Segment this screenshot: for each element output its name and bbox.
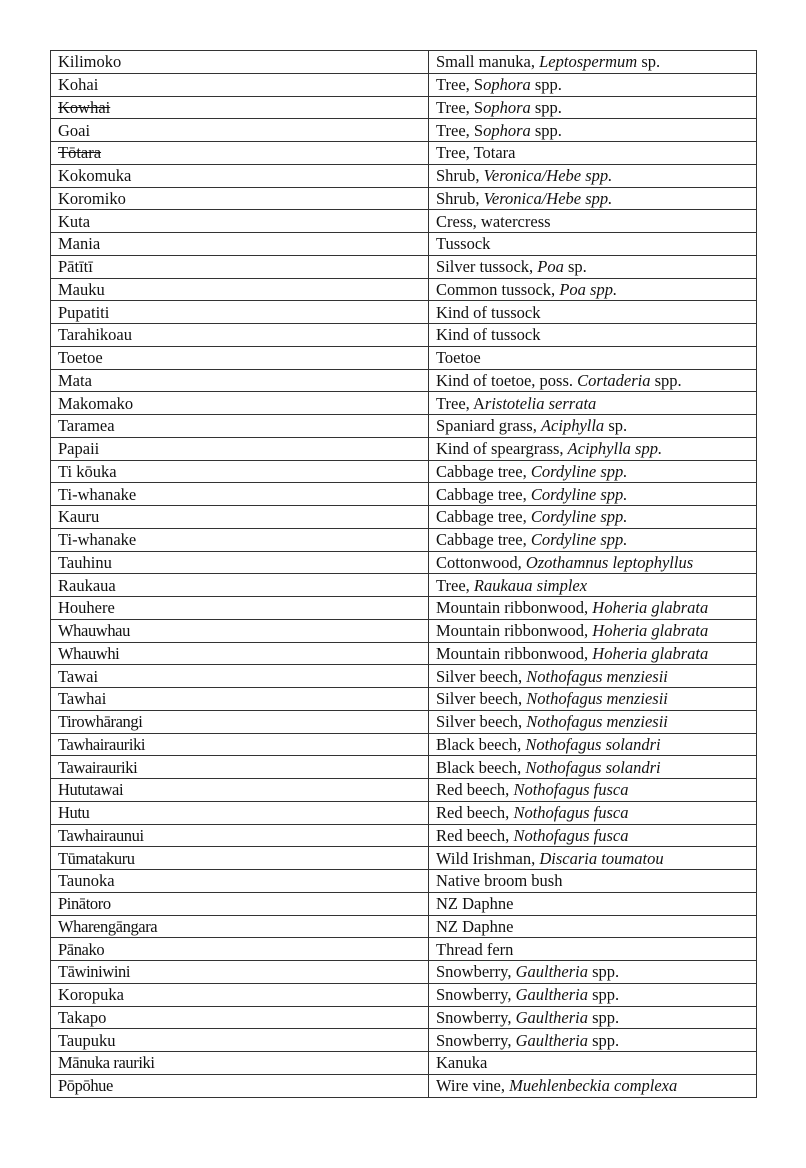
table-row xyxy=(51,710,757,733)
description-text: Silver beech, xyxy=(436,689,527,709)
scientific-name: Gaultheria xyxy=(515,1007,589,1027)
maori-name-cell: Pānako xyxy=(51,938,429,961)
scientific-name: Cordyline spp. xyxy=(530,507,628,527)
description-text: Cottonwood, xyxy=(436,552,526,572)
table-row xyxy=(51,142,757,165)
table-row xyxy=(51,415,757,438)
scientific-name: ophora xyxy=(483,120,531,140)
description-text: Mountain ribbonwood, xyxy=(436,643,593,663)
scientific-name: Nothofagus solandri xyxy=(525,757,661,777)
scientific-name: Cordyline spp. xyxy=(530,484,628,504)
description-cell xyxy=(429,710,757,733)
scientific-name: Gaultheria xyxy=(515,1030,589,1050)
scientific-name: Aciphylla xyxy=(540,416,605,436)
table-row xyxy=(51,665,757,688)
scientific-name: Gaultheria xyxy=(515,962,589,982)
maori-name-cell: Ti-whanake xyxy=(51,483,429,506)
table-row xyxy=(51,460,757,483)
maori-name-cell: Taramea xyxy=(51,415,429,438)
description-text: Cabbage tree, xyxy=(436,507,531,527)
description-text: Red beech, xyxy=(436,825,514,845)
table-row xyxy=(51,187,757,210)
description-text: Kind of speargrass, xyxy=(436,439,568,459)
description-cell xyxy=(429,733,757,756)
description-text: Kind of tussock xyxy=(436,302,541,322)
scientific-name: Poa xyxy=(537,257,564,277)
description-text: Small manuka, xyxy=(436,52,540,72)
description-cell xyxy=(429,1029,757,1052)
table-row xyxy=(51,528,757,551)
description-text: Black beech, xyxy=(436,757,526,777)
maori-name-cell: Hutu xyxy=(51,801,429,824)
table-row xyxy=(51,119,757,142)
description-cell xyxy=(429,961,757,984)
description-text: Tree, S xyxy=(436,97,484,117)
description-cell xyxy=(429,551,757,574)
table-row xyxy=(51,255,757,278)
maori-name-cell: Tauhinu xyxy=(51,551,429,574)
scientific-name: Poa spp. xyxy=(559,279,618,299)
table-row xyxy=(51,1006,757,1029)
description-text: Wild Irishman, xyxy=(436,848,540,868)
table-row xyxy=(51,1029,757,1052)
description-text: spp. xyxy=(588,985,620,1005)
table-row xyxy=(51,506,757,529)
description-text: Snowberry, xyxy=(436,1007,516,1027)
maori-name-cell: Wharengāngara xyxy=(51,915,429,938)
description-cell xyxy=(429,847,757,870)
description-cell xyxy=(429,801,757,824)
maori-name-cell: Ti kōuka xyxy=(51,460,429,483)
scientific-name: Raukaua simplex xyxy=(473,575,588,595)
description-cell xyxy=(429,233,757,256)
maori-name-cell: Mānuka rauriki xyxy=(51,1052,429,1075)
maori-name-cell: Kowhai xyxy=(51,96,429,119)
maori-name-cell: Tōtara xyxy=(51,142,429,165)
description-text: Black beech, xyxy=(436,734,526,754)
description-text: Toetoe xyxy=(436,348,481,368)
description-text: sp. xyxy=(637,52,661,72)
description-cell xyxy=(429,528,757,551)
description-cell xyxy=(429,983,757,1006)
table-row xyxy=(51,938,757,961)
maori-name-cell: Kokomuka xyxy=(51,164,429,187)
table-row xyxy=(51,779,757,802)
description-cell xyxy=(429,164,757,187)
table-row xyxy=(51,619,757,642)
description-text: sp. xyxy=(563,257,587,277)
maori-name-cell: Kauru xyxy=(51,506,429,529)
maori-name-cell: Raukaua xyxy=(51,574,429,597)
description-cell xyxy=(429,938,757,961)
scientific-name: Cordyline spp. xyxy=(530,530,628,550)
scientific-name: Nothofagus fusca xyxy=(513,780,629,800)
maori-name-cell: Pupatiti xyxy=(51,301,429,324)
description-text: spp. xyxy=(650,370,682,390)
table-row xyxy=(51,801,757,824)
description-text: Snowberry, xyxy=(436,962,516,982)
description-cell xyxy=(429,346,757,369)
maori-name-cell: Houhere xyxy=(51,597,429,620)
table-row xyxy=(51,642,757,665)
description-cell xyxy=(429,324,757,347)
scientific-name: Nothofagus menziesii xyxy=(526,689,668,709)
table-row xyxy=(51,847,757,870)
scientific-name: Veronica/Hebe spp. xyxy=(483,166,613,186)
maori-name-cell: Taunoka xyxy=(51,870,429,893)
scientific-name: Leptospermum xyxy=(539,52,638,72)
maori-name-cell: Whauwhau xyxy=(51,619,429,642)
description-text: Spaniard grass, xyxy=(436,416,541,436)
description-cell xyxy=(429,96,757,119)
table-row xyxy=(51,1074,757,1097)
maori-name-cell: Whauwhi xyxy=(51,642,429,665)
scientific-name: Muehlenbeckia complexa xyxy=(509,1076,678,1096)
description-text: Mountain ribbonwood, xyxy=(436,598,593,618)
description-cell xyxy=(429,870,757,893)
table-row xyxy=(51,346,757,369)
description-cell xyxy=(429,437,757,460)
maori-name-cell: Pōpōhue xyxy=(51,1074,429,1097)
table-row xyxy=(51,278,757,301)
table-row xyxy=(51,483,757,506)
description-cell xyxy=(429,779,757,802)
maori-name-cell: Kilimoko xyxy=(51,51,429,74)
description-text: Snowberry, xyxy=(436,1030,516,1050)
description-text: Wire vine, xyxy=(436,1076,510,1096)
maori-name-cell: Pātītī xyxy=(51,255,429,278)
scientific-name: Nothofagus menziesii xyxy=(526,666,668,686)
table-row xyxy=(51,824,757,847)
maori-name-cell: Takapo xyxy=(51,1006,429,1029)
description-cell xyxy=(429,506,757,529)
description-cell xyxy=(429,187,757,210)
description-cell xyxy=(429,915,757,938)
description-cell xyxy=(429,756,757,779)
description-text: Cress, watercress xyxy=(436,211,551,231)
description-cell xyxy=(429,392,757,415)
description-text: Native broom bush xyxy=(436,871,563,891)
maori-name-cell: Hututawai xyxy=(51,779,429,802)
table-row xyxy=(51,369,757,392)
description-cell xyxy=(429,1074,757,1097)
maori-name-cell: Tawhai xyxy=(51,688,429,711)
maori-name-cell: Tawhairaunui xyxy=(51,824,429,847)
description-cell xyxy=(429,688,757,711)
scientific-name: Hoheria glabrata xyxy=(592,598,709,618)
table-row xyxy=(51,1052,757,1075)
table-row xyxy=(51,437,757,460)
description-text: Tree, S xyxy=(436,120,484,140)
table-row xyxy=(51,597,757,620)
maori-name-cell: Tawairauriki xyxy=(51,756,429,779)
description-text: Silver beech, xyxy=(436,666,527,686)
maori-name-cell: Tirowhārangi xyxy=(51,710,429,733)
scientific-name: ristotelia serrata xyxy=(484,393,597,413)
table-row xyxy=(51,688,757,711)
description-text: Silver beech, xyxy=(436,712,527,732)
table-row xyxy=(51,164,757,187)
maori-name-cell: Ti-whanake xyxy=(51,528,429,551)
description-text: Kind of toetoe, poss. xyxy=(436,370,578,390)
maori-name-cell: Koromiko xyxy=(51,187,429,210)
maori-name-cell: Papaii xyxy=(51,437,429,460)
description-text: Tree, xyxy=(436,575,474,595)
table-row xyxy=(51,301,757,324)
scientific-name: ophora xyxy=(483,97,531,117)
table-row xyxy=(51,574,757,597)
table-row xyxy=(51,96,757,119)
description-text: spp. xyxy=(530,75,562,95)
description-cell xyxy=(429,210,757,233)
description-text: Cabbage tree, xyxy=(436,530,531,550)
description-text: Common tussock, xyxy=(436,279,560,299)
description-cell xyxy=(429,574,757,597)
document-page xyxy=(50,50,757,1098)
description-cell xyxy=(429,824,757,847)
maori-name-cell: Kuta xyxy=(51,210,429,233)
table-row xyxy=(51,756,757,779)
scientific-name: ophora xyxy=(483,75,531,95)
description-cell xyxy=(429,483,757,506)
table-row xyxy=(51,915,757,938)
description-text: spp. xyxy=(588,1007,620,1027)
description-cell xyxy=(429,415,757,438)
description-cell xyxy=(429,665,757,688)
description-text: Red beech, xyxy=(436,803,514,823)
maori-name-cell: Tawai xyxy=(51,665,429,688)
maori-name-cell: Tarahikoau xyxy=(51,324,429,347)
description-text: Silver tussock, xyxy=(436,257,538,277)
table-row xyxy=(51,892,757,915)
maori-name-cell: Tūmatakuru xyxy=(51,847,429,870)
maori-name-cell: Tāwiniwini xyxy=(51,961,429,984)
maori-name-cell: Kohai xyxy=(51,73,429,96)
table-row xyxy=(51,392,757,415)
maori-name-cell: Goai xyxy=(51,119,429,142)
description-text: spp. xyxy=(530,120,562,140)
description-text: Tree, S xyxy=(436,75,484,95)
description-cell xyxy=(429,278,757,301)
description-text: Red beech, xyxy=(436,780,514,800)
description-cell xyxy=(429,369,757,392)
plant-names-table xyxy=(50,50,757,1098)
description-cell xyxy=(429,73,757,96)
scientific-name: Discaria toumatou xyxy=(539,848,664,868)
description-text: NZ Daphne xyxy=(436,916,514,936)
scientific-name: Cordyline spp. xyxy=(530,461,628,481)
description-text: Kanuka xyxy=(436,1053,488,1073)
scientific-name: Aciphylla spp. xyxy=(567,439,663,459)
scientific-name: Veronica/Hebe spp. xyxy=(483,188,613,208)
maori-name-cell: Mania xyxy=(51,233,429,256)
description-cell xyxy=(429,1006,757,1029)
table-row xyxy=(51,210,757,233)
description-cell xyxy=(429,51,757,74)
description-text: Kind of tussock xyxy=(436,325,541,345)
description-text: Tree, Totara xyxy=(436,143,516,163)
description-text: NZ Daphne xyxy=(436,894,514,914)
scientific-name: Nothofagus fusca xyxy=(513,825,629,845)
table-row xyxy=(51,961,757,984)
scientific-name: Ozothamnus leptophyllus xyxy=(525,552,694,572)
description-text: Mountain ribbonwood, xyxy=(436,621,593,641)
description-text: Tussock xyxy=(436,234,491,254)
scientific-name: Nothofagus fusca xyxy=(513,803,629,823)
table-row xyxy=(51,233,757,256)
description-cell xyxy=(429,460,757,483)
description-cell xyxy=(429,119,757,142)
scientific-name: Hoheria glabrata xyxy=(592,643,709,663)
description-text: sp. xyxy=(604,416,628,436)
scientific-name: Gaultheria xyxy=(515,985,589,1005)
table-row xyxy=(51,733,757,756)
description-cell xyxy=(429,642,757,665)
description-text: Snowberry, xyxy=(436,985,516,1005)
description-text: Cabbage tree, xyxy=(436,484,531,504)
scientific-name: Nothofagus solandri xyxy=(525,734,661,754)
description-cell xyxy=(429,255,757,278)
description-text: Tree, A xyxy=(436,393,485,413)
table-row xyxy=(51,870,757,893)
maori-name-cell: Pinātoro xyxy=(51,892,429,915)
description-text: Shrub, xyxy=(436,188,484,208)
table-body xyxy=(51,51,757,1098)
table-row xyxy=(51,73,757,96)
maori-name-cell: Makomako xyxy=(51,392,429,415)
maori-name-cell: Tawhairauriki xyxy=(51,733,429,756)
description-cell xyxy=(429,892,757,915)
description-cell xyxy=(429,1052,757,1075)
table-row xyxy=(51,51,757,74)
table-row xyxy=(51,324,757,347)
description-text: spp. xyxy=(588,962,620,982)
table-row xyxy=(51,551,757,574)
description-text: Cabbage tree, xyxy=(436,461,531,481)
scientific-name: Nothofagus menziesii xyxy=(526,712,668,732)
maori-name-cell: Mauku xyxy=(51,278,429,301)
description-cell xyxy=(429,619,757,642)
scientific-name: Hoheria glabrata xyxy=(592,621,709,641)
description-text: spp. xyxy=(588,1030,620,1050)
description-cell xyxy=(429,597,757,620)
maori-name-cell: Koropuka xyxy=(51,983,429,1006)
maori-name-cell: Toetoe xyxy=(51,346,429,369)
description-cell xyxy=(429,142,757,165)
maori-name-cell: Mata xyxy=(51,369,429,392)
maori-name-cell: Taupuku xyxy=(51,1029,429,1052)
description-text: Shrub, xyxy=(436,166,484,186)
table-row xyxy=(51,983,757,1006)
scientific-name: Cortaderia xyxy=(577,370,651,390)
description-cell xyxy=(429,301,757,324)
description-text: Thread fern xyxy=(436,939,514,959)
description-text: spp. xyxy=(530,97,562,117)
